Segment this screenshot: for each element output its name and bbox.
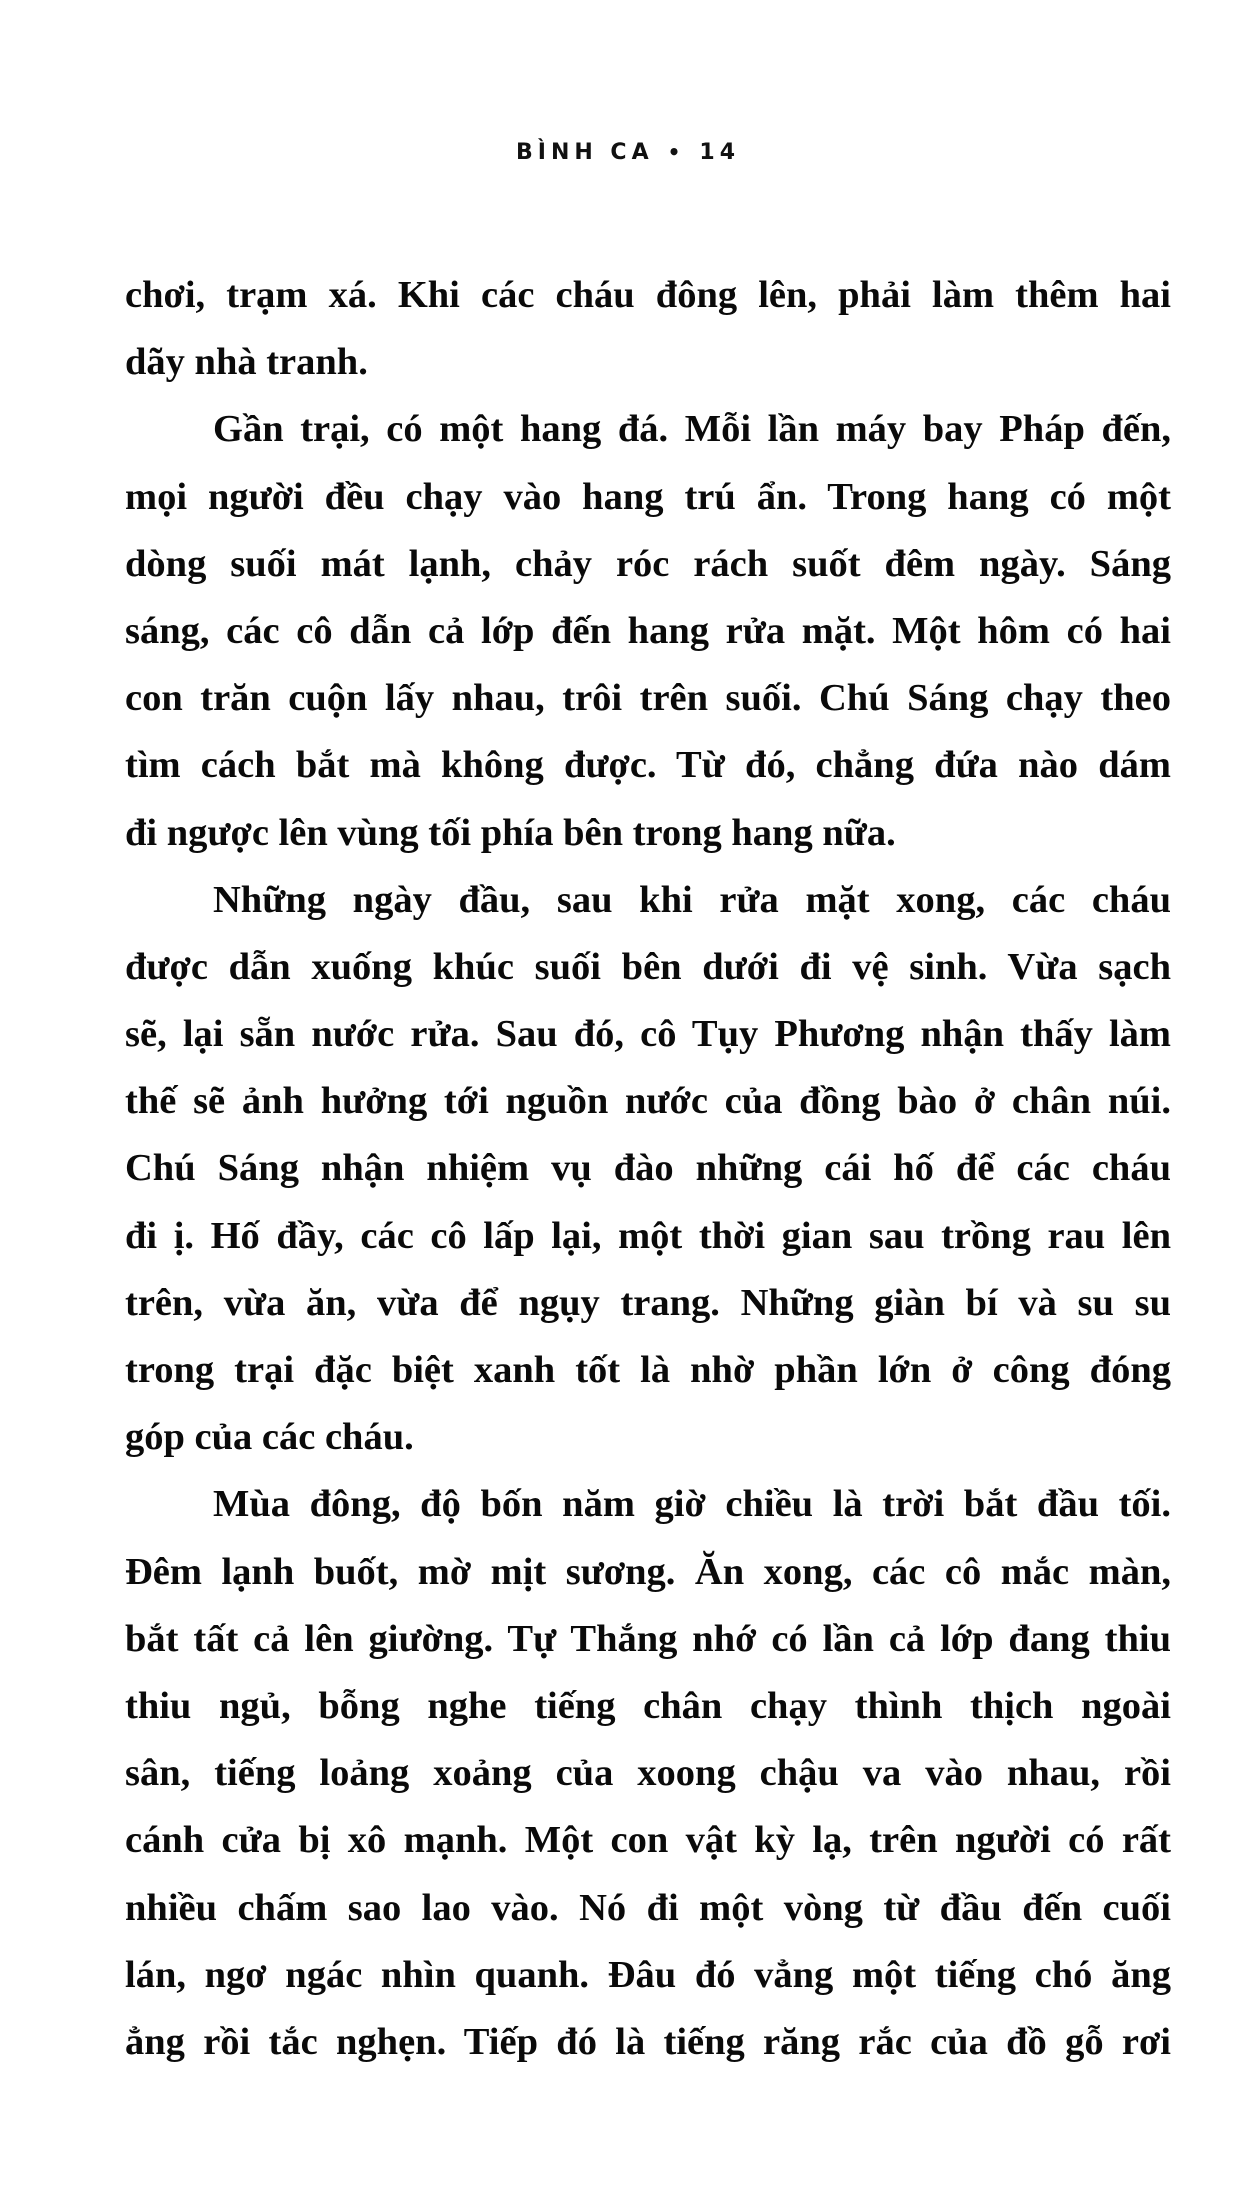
text-line: ẳng rồi tắc nghẹn. Tiếp đó là tiếng răng rắc của đồ gỗ rơi [125, 2020, 1171, 2063]
page-number: 14 [699, 140, 741, 165]
paragraph [125, 1471, 1171, 2076]
text-line: đi ị. Hố đầy, các cô lấp lại, một thời gian sau trồng rau lên [125, 1214, 1171, 1257]
text-line: đi ngược lên vùng tối phía bên trong hang nữa. [125, 811, 896, 854]
text-line: Gần trại, có một hang đá. Mỗi lần máy bay Pháp đến, [213, 408, 1171, 451]
text-line: Những ngày đầu, sau khi rửa mặt xong, các cháu [213, 878, 1171, 921]
text-line: cánh cửa bị xô mạnh. Một con vật kỳ lạ, trên người có rất [125, 1819, 1171, 1862]
running-head [0, 140, 1256, 165]
text-line: nhiều chấm sao lao vào. Nó đi một vòng từ đầu đến cuối [125, 1886, 1171, 1929]
text-line: trong trại đặc biệt xanh tốt là nhờ phần lớn ở công đóng [125, 1349, 1171, 1391]
paragraph [125, 396, 1171, 866]
text-line: sáng, các cô dẫn cả lớp đến hang rửa mặt. Một hôm có hai [125, 609, 1171, 652]
text-line: trên, vừa ăn, vừa để ngụy trang. Những giàn bí và su su [125, 1281, 1171, 1324]
paragraph [125, 867, 1171, 1472]
paragraph [125, 262, 1171, 396]
text-line: chơi, trạm xá. Khi các cháu đông lên, phải làm thêm hai [125, 274, 1171, 316]
text-line: được dẫn xuống khúc suối bên dưới đi vệ sinh. Vừa sạch [125, 945, 1171, 988]
book-title: BÌNH CA [515, 140, 654, 165]
page-body [125, 262, 1171, 2076]
separator-dot: • [667, 140, 686, 164]
text-line: Mùa đông, độ bốn năm giờ chiều là trời bắt đầu tối. [213, 1483, 1171, 1526]
text-line: Chú Sáng nhận nhiệm vụ đào những cái hố để các cháu [125, 1147, 1171, 1190]
text-line: bắt tất cả lên giường. Tự Thắng nhớ có lần cả lớp đang thiu [125, 1617, 1171, 1660]
text-line: dòng suối mát lạnh, chảy róc rách suốt đêm ngày. Sáng [125, 542, 1171, 585]
text-line: góp của các cháu. [125, 1416, 414, 1459]
text-line: Đêm lạnh buốt, mờ mịt sương. Ăn xong, các cô mắc màn, [125, 1550, 1171, 1593]
text-line: lán, ngơ ngác nhìn quanh. Đâu đó vẳng một tiếng chó ăng [125, 1953, 1171, 1996]
text-line: sẽ, lại sẵn nước rửa. Sau đó, cô Tụy Phương nhận thấy làm [125, 1013, 1171, 1056]
text-line: sân, tiếng loảng xoảng của xoong chậu va vào nhau, rồi [125, 1752, 1171, 1795]
text-line: mọi người đều chạy vào hang trú ẩn. Trong hang có một [125, 475, 1171, 518]
text-line: tìm cách bắt mà không được. Từ đó, chẳng đứa nào dám [125, 744, 1171, 787]
text-line: dãy nhà tranh. [125, 341, 368, 384]
text-line: thiu ngủ, bỗng nghe tiếng chân chạy thình thịch ngoài [125, 1684, 1171, 1727]
text-line: thế sẽ ảnh hưởng tới nguồn nước của đồng bào ở chân núi. [125, 1080, 1171, 1123]
text-line: con trăn cuộn lấy nhau, trôi trên suối. Chú Sáng chạy theo [125, 677, 1171, 720]
